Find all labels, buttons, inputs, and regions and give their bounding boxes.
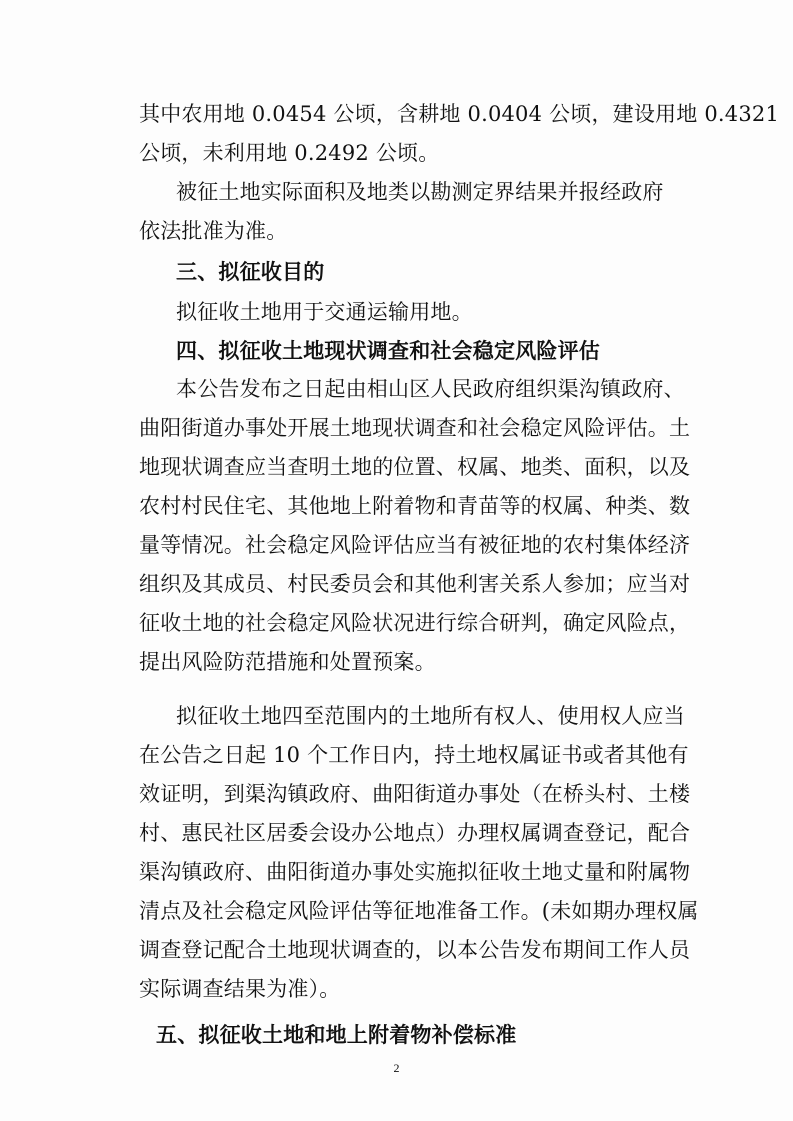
section-heading: 五、拟征收土地和地上附着物补偿标准 bbox=[156, 1023, 517, 1047]
paragraph-line: 被征土地实际面积及地类以勘测定界结果并报经政府 bbox=[176, 180, 664, 204]
paragraph-line: 拟征收土地四至范围内的土地所有权人、使用权人应当 bbox=[176, 704, 685, 728]
paragraph-line: 量等情况。社会稳定风险评估应当有被征地的农村集体经济 bbox=[139, 533, 691, 557]
paragraph-line: 公顷，未利用地 0.2492 公顷。 bbox=[139, 141, 440, 165]
paragraph-line: 调查登记配合土地现状调查的，以本公告发布期间工作人员 bbox=[139, 938, 691, 962]
paragraph-line: 征收土地的社会稳定风险状况进行综合研判，确定风险点， bbox=[139, 611, 691, 635]
paragraph-line: 效证明，到渠沟镇政府、曲阳街道办事处（在桥头村、土楼 bbox=[139, 782, 691, 806]
paragraph-line: 其中农用地 0.0454 公顷，含耕地 0.0404 公顷，建设用地 0.4321 bbox=[139, 102, 780, 126]
paragraph-line: 实际调查结果为准）。 bbox=[139, 977, 341, 1001]
paragraph-line: 清点及社会稳定风险评估等征地准备工作。(未如期办理权属 bbox=[139, 899, 699, 923]
section-heading: 四、拟征收土地现状调查和社会稳定风险评估 bbox=[176, 339, 600, 363]
paragraph-line: 地现状调查应当查明土地的位置、权属、地类、面积，以及 bbox=[139, 455, 691, 479]
paragraph-line: 曲阳街道办事处开展土地现状调查和社会稳定风险评估。土 bbox=[139, 416, 691, 440]
paragraph-line: 农村村民住宅、其他地上附着物和青苗等的权属、种类、数 bbox=[139, 494, 691, 518]
page-number: 2 bbox=[393, 1061, 400, 1075]
paragraph-line: 依法批准为准。 bbox=[139, 219, 288, 243]
paragraph-line: 村、惠民社区居委会设办公地点）办理权属调查登记，配合 bbox=[139, 821, 691, 845]
paragraph-line: 渠沟镇政府、曲阳街道办事处实施拟征收土地丈量和附属物 bbox=[139, 860, 691, 884]
paragraph-line: 在公告之日起 10 个工作日内，持土地权属证书或者其他有 bbox=[139, 743, 689, 767]
paragraph-line: 提出风险防范措施和处置预案。 bbox=[139, 650, 436, 674]
section-heading: 三、拟征收目的 bbox=[176, 260, 325, 284]
paragraph-line: 拟征收土地用于交通运输用地。 bbox=[176, 300, 473, 324]
paragraph-line: 组织及其成员、村民委员会和其他利害关系人参加；应当对 bbox=[139, 572, 691, 596]
paragraph-line: 本公告发布之日起由相山区人民政府组织渠沟镇政府、 bbox=[176, 377, 685, 401]
